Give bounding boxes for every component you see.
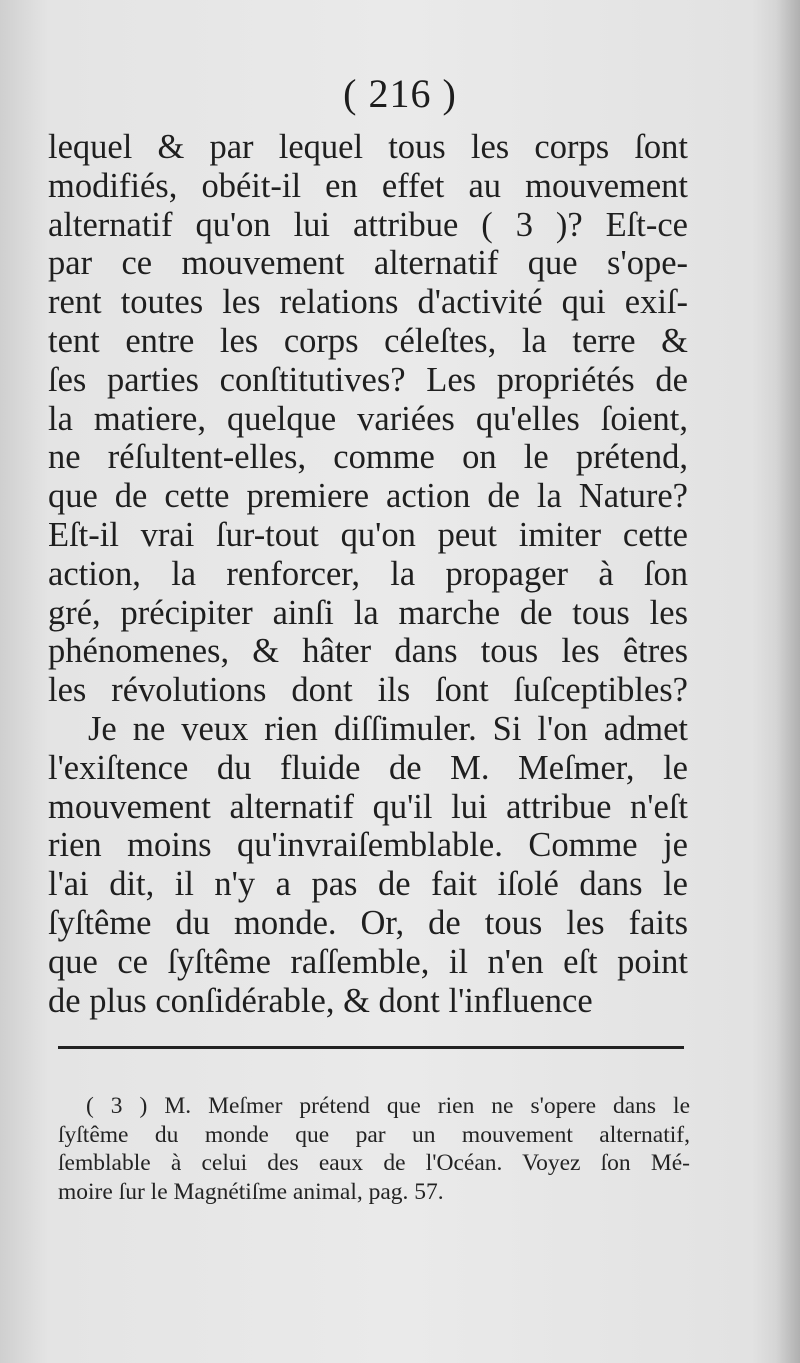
text-line: de plus conſidérable, & dont l'influence <box>48 981 593 1020</box>
text-line: gré, précipiter ainſi la marche de tous les <box>48 593 688 632</box>
text-line: l'exiſtence du fluide de M. Meſmer, le <box>48 748 688 787</box>
text-line: rent toutes les relations d'activité qui exiſ- <box>48 283 688 322</box>
footnote-line: ſemblable à celui des eaux de l'Océan. Voyez ſon Mé- <box>58 1150 690 1176</box>
text-line: l'ai dit, il n'y a pas de fait iſolé dans le <box>48 865 688 904</box>
text-line: Eſt-il vrai ſur-tout qu'on peut imiter cette <box>48 515 688 554</box>
footnote-divider <box>58 1046 684 1049</box>
text-line: alternatif qu'on lui attribue ( 3 )? Eſt-ce <box>48 205 688 244</box>
text-line: que ce ſyſtême raſſemble, il n'en eſt point <box>48 942 688 981</box>
text-line: la matiere, quelque variées qu'elles ſoient, <box>48 399 688 438</box>
footnote-line: moire ſur le Magnétiſme animal, pag. 57. <box>58 1178 444 1205</box>
text-line: ne réſultent-elles, comme on le prétend, <box>48 438 688 477</box>
text-line: phénomenes, & hâter dans tous les êtres <box>48 632 688 671</box>
footnote <box>58 1092 690 1206</box>
text-line: lequel & par lequel tous les corps ſont <box>48 128 688 166</box>
text-line: Je ne veux rien diſſimuler. Si l'on admet <box>88 709 688 748</box>
text-line: action, la renforcer, la propager à ſon <box>48 554 688 593</box>
text-line: modifiés, obéit-il en effet au mouvement <box>48 166 688 205</box>
text-line: rien moins qu'invraiſemblable. Comme je <box>48 826 688 865</box>
text-line: les révolutions dont ils ſont ſuſceptibles? <box>48 671 688 710</box>
text-line: ſyſtême du monde. Or, de tous les faits <box>48 903 688 942</box>
footnote-line: ſyſtême du monde que par un mouvement alternatif, <box>58 1121 690 1148</box>
text-line: tent entre les corps céleſtes, la terre & <box>48 321 688 360</box>
text-line: ſes parties conſtitutives? Les propriétés de <box>48 360 688 399</box>
text-line: par ce mouvement alternatif que s'ope- <box>48 244 688 283</box>
text-line: mouvement alternatif qu'il lui attribue n'eſt <box>48 787 688 826</box>
page-number: ( 216 ) <box>343 71 457 116</box>
text-line: que de cette premiere action de la Nature? <box>48 477 688 516</box>
main-text <box>48 128 688 1020</box>
footnote-line: ( 3 ) M. Meſmer prétend que rien ne s'opere dans le <box>86 1093 690 1119</box>
